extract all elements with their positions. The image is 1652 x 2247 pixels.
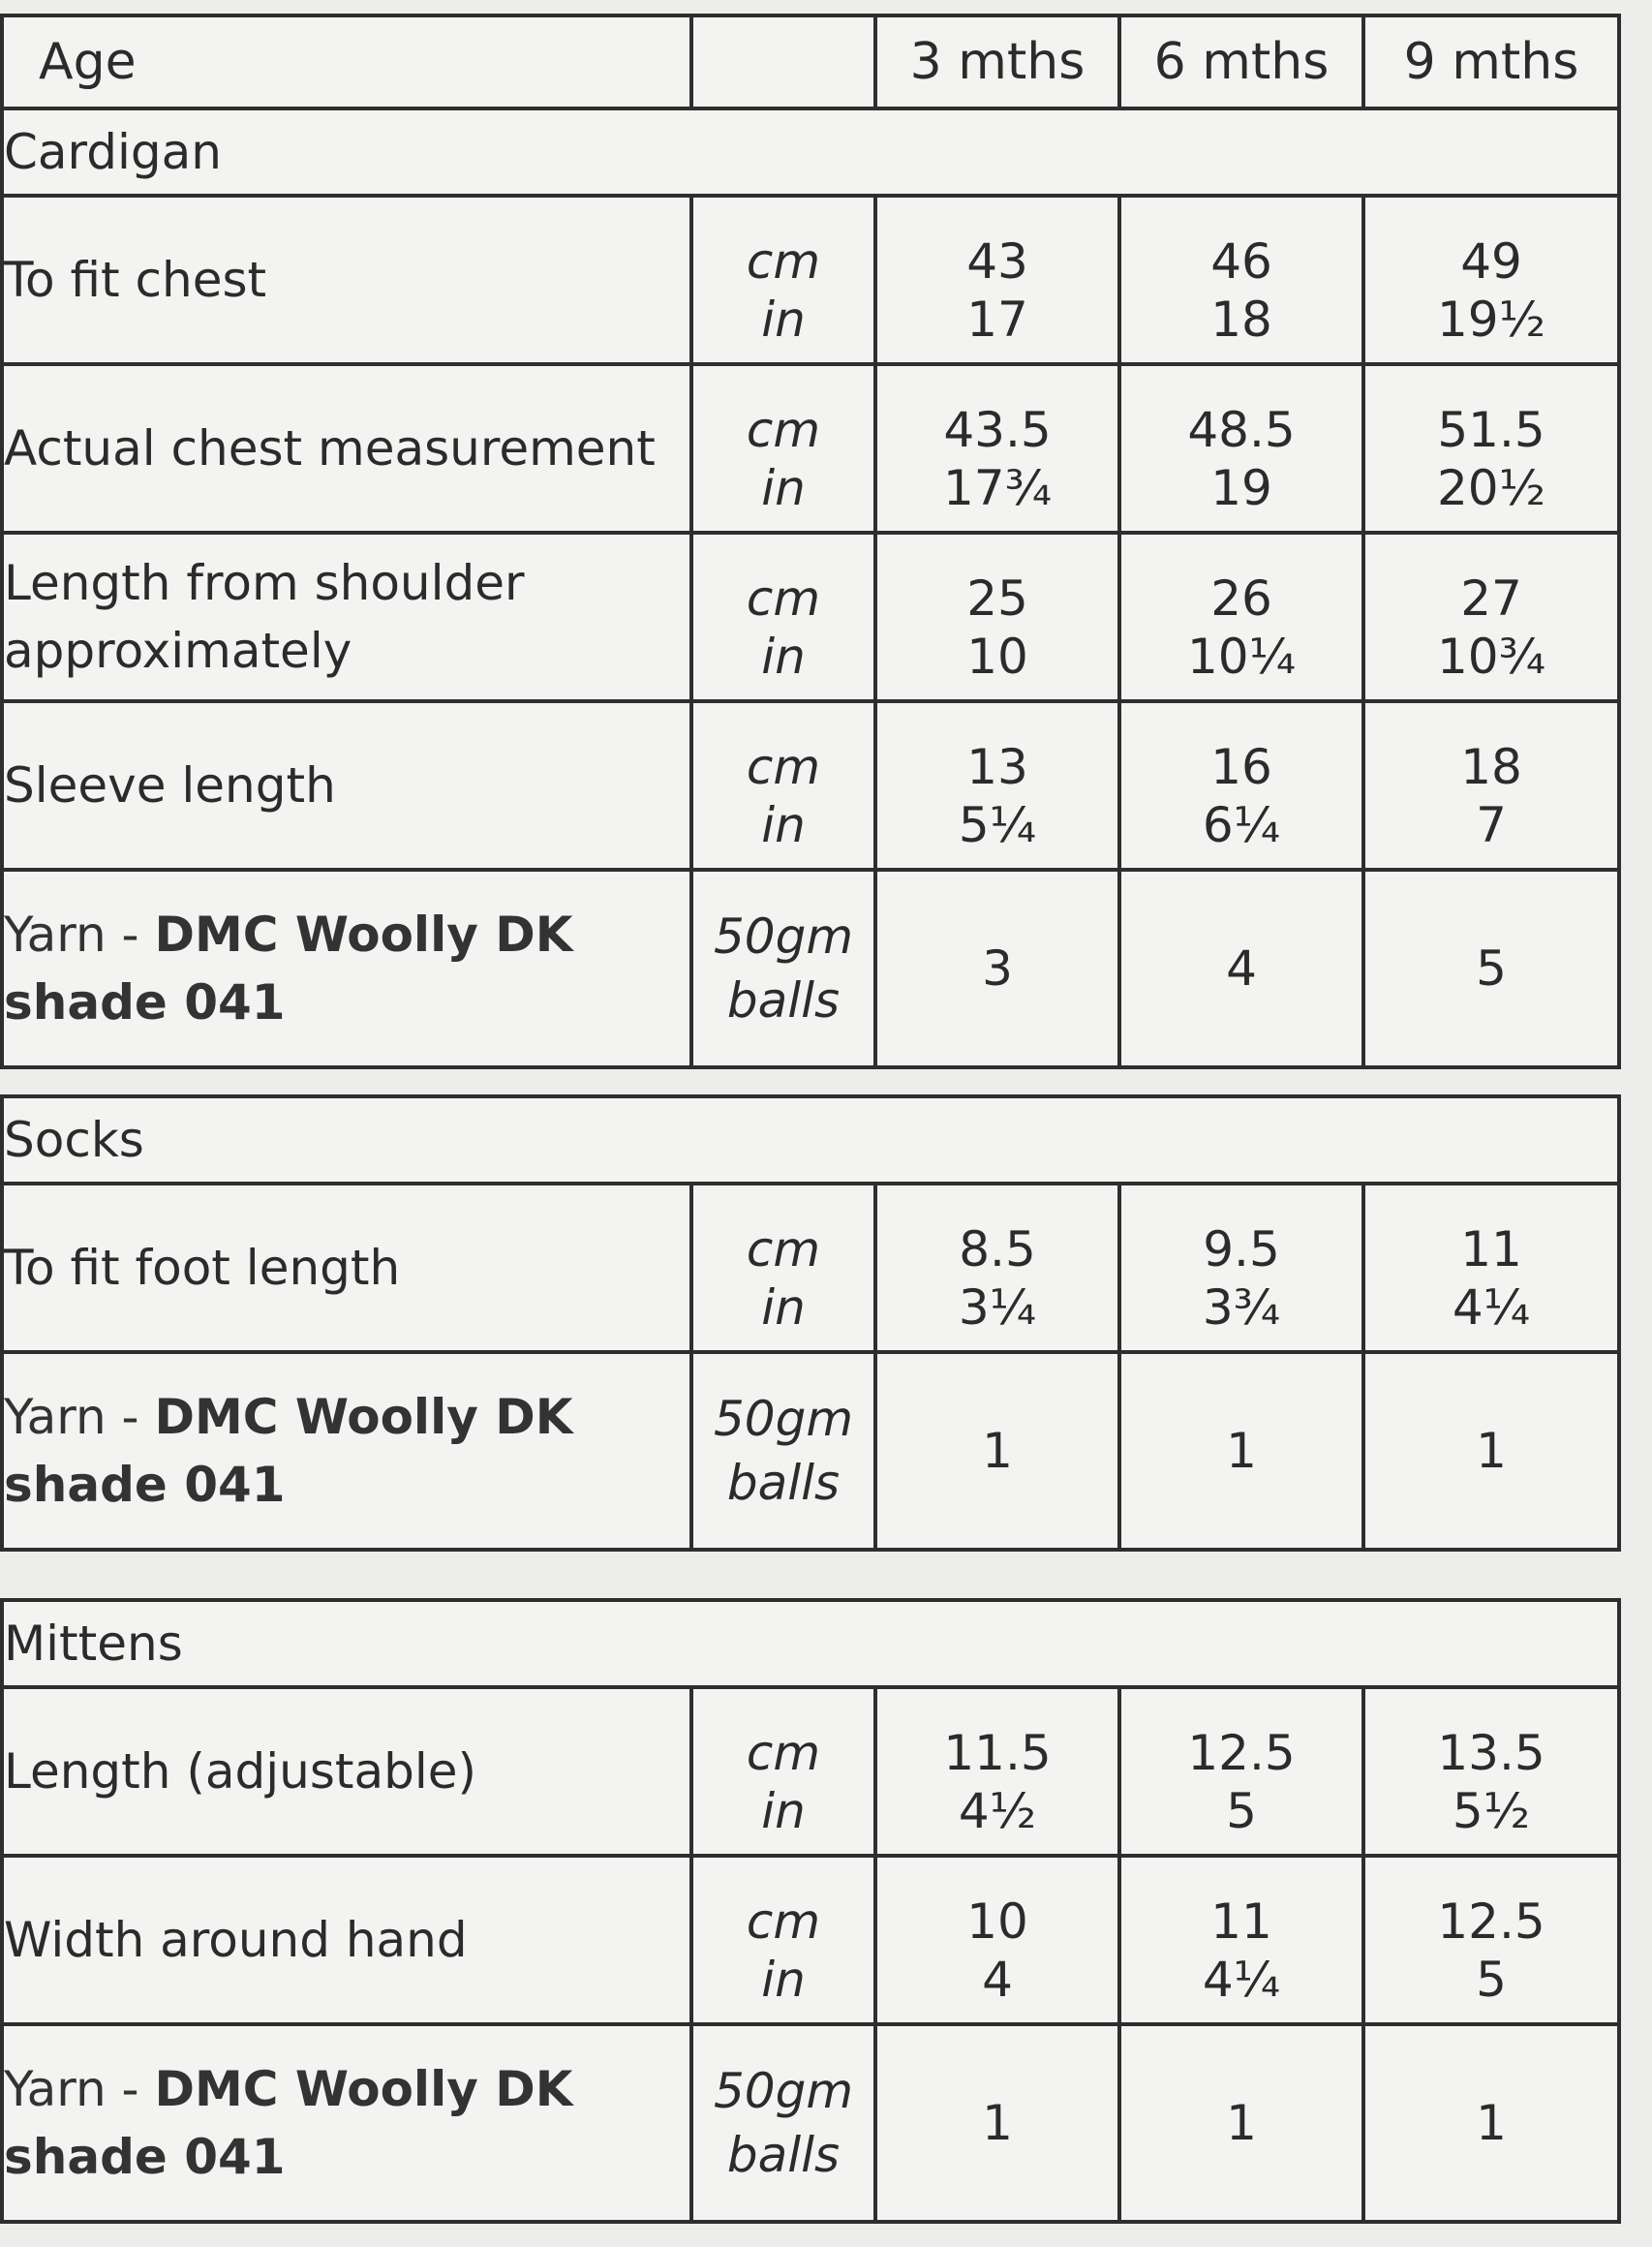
value-cm: 10 — [966, 1893, 1028, 1950]
section-title-cardigan: Cardigan — [2, 108, 1619, 196]
yarn-value: 1 — [1363, 1352, 1619, 1550]
row-label: Length from shoulder approximately — [2, 533, 691, 701]
section-row — [2, 108, 1619, 196]
age-header-row — [2, 15, 1619, 108]
yarn-label — [2, 2024, 691, 2222]
value-cell — [1119, 1687, 1363, 1856]
unit-cell — [691, 701, 875, 870]
value-in: 18 — [1210, 292, 1272, 348]
section-title-socks: Socks — [2, 1096, 1619, 1184]
value-in: 10¼ — [1186, 629, 1297, 685]
yarn-label — [2, 870, 691, 1067]
value-cell — [875, 1687, 1119, 1856]
value-cm: 27 — [1460, 570, 1522, 627]
row-label: Length (adjustable) — [2, 1687, 691, 1856]
yarn-value: 1 — [875, 1352, 1119, 1550]
size-header-9m: 9 mths — [1363, 15, 1619, 108]
yarn-value: 5 — [1363, 870, 1619, 1067]
value-in: 5¼ — [958, 797, 1037, 853]
unit-header-empty — [691, 15, 875, 108]
value-cell — [1119, 364, 1363, 533]
unit-cell — [691, 364, 875, 533]
value-in: 17¾ — [942, 460, 1053, 516]
value-in: 5½ — [1452, 1783, 1531, 1839]
yarn-shade: shade 041 — [4, 1457, 286, 1513]
value-cm: 46 — [1210, 233, 1272, 290]
value-in: 4¼ — [1202, 1952, 1281, 2008]
value-cm: 9.5 — [1203, 1221, 1280, 1277]
section-row — [2, 1600, 1619, 1687]
row-label: To fit foot length — [2, 1184, 691, 1352]
section-row — [2, 1096, 1619, 1184]
socks-table — [0, 1094, 1621, 1552]
unit-cm: cm — [746, 402, 821, 458]
table-row — [2, 1687, 1619, 1856]
unit-in: in — [761, 1952, 806, 2008]
yarn-prefix: Yarn - — [4, 2061, 155, 2117]
cardigan-table — [0, 14, 1621, 1069]
value-cm: 43 — [966, 233, 1028, 290]
yarn-unit: 50gm balls — [691, 1352, 875, 1550]
table-row — [2, 364, 1619, 533]
value-cell — [1119, 533, 1363, 701]
value-cell — [1363, 1856, 1619, 2024]
yarn-value: 1 — [1363, 2024, 1619, 2222]
value-cell — [875, 701, 1119, 870]
value-cm: 49 — [1460, 233, 1522, 290]
size-header-6m: 6 mths — [1119, 15, 1363, 108]
value-cell — [875, 1184, 1119, 1352]
value-in: 4½ — [958, 1783, 1037, 1839]
unit-in: in — [761, 797, 806, 853]
value-cm: 48.5 — [1187, 402, 1296, 458]
unit-cm: cm — [746, 739, 821, 795]
unit-cm: cm — [746, 570, 821, 627]
value-in: 4¼ — [1452, 1279, 1531, 1336]
value-cm: 16 — [1210, 739, 1272, 795]
value-in: 5 — [1226, 1783, 1257, 1839]
value-cell — [1363, 701, 1619, 870]
value-in: 20½ — [1436, 460, 1546, 516]
yarn-brand: DMC Woolly DK — [154, 907, 573, 963]
value-cell — [1363, 196, 1619, 364]
value-cm: 13 — [966, 739, 1028, 795]
yarn-row — [2, 870, 1619, 1067]
value-cm: 43.5 — [943, 402, 1052, 458]
table-row — [2, 1856, 1619, 2024]
value-in: 3¼ — [958, 1279, 1037, 1336]
value-cell — [875, 364, 1119, 533]
value-cm: 12.5 — [1187, 1725, 1296, 1781]
unit-cm: cm — [746, 1221, 821, 1277]
value-cm: 25 — [966, 570, 1028, 627]
row-label: Actual chest measurement — [2, 364, 691, 533]
value-in: 19 — [1210, 460, 1272, 516]
yarn-value: 1 — [1119, 2024, 1363, 2222]
value-cell — [1363, 1184, 1619, 1352]
yarn-value: 3 — [875, 870, 1119, 1067]
value-cm: 26 — [1210, 570, 1272, 627]
mittens-table — [0, 1598, 1621, 2224]
yarn-shade: shade 041 — [4, 2129, 286, 2185]
yarn-prefix: Yarn - — [4, 1389, 155, 1445]
unit-cell — [691, 1687, 875, 1856]
yarn-row — [2, 1352, 1619, 1550]
value-cell — [1363, 364, 1619, 533]
unit-cell — [691, 533, 875, 701]
table-row — [2, 1184, 1619, 1352]
value-cell — [875, 1856, 1119, 2024]
unit-in: in — [761, 1783, 806, 1839]
yarn-value: 4 — [1119, 870, 1363, 1067]
value-in: 10¾ — [1436, 629, 1546, 685]
value-in: 5 — [1476, 1952, 1507, 2008]
unit-in: in — [761, 629, 806, 685]
yarn-brand: DMC Woolly DK — [154, 1389, 573, 1445]
yarn-unit: 50gm balls — [691, 870, 875, 1067]
unit-cm: cm — [746, 1893, 821, 1950]
size-header-3m: 3 mths — [875, 15, 1119, 108]
table-row — [2, 701, 1619, 870]
yarn-row — [2, 2024, 1619, 2222]
table-row — [2, 533, 1619, 701]
value-cm: 11.5 — [943, 1725, 1052, 1781]
value-cell — [1363, 1687, 1619, 1856]
yarn-shade: shade 041 — [4, 974, 286, 1031]
value-cm: 11 — [1210, 1893, 1272, 1950]
age-label: Age — [2, 15, 691, 108]
value-cell — [1119, 1856, 1363, 2024]
section-title-mittens: Mittens — [2, 1600, 1619, 1687]
value-in: 17 — [966, 292, 1028, 348]
value-cell — [1119, 196, 1363, 364]
table-row — [2, 196, 1619, 364]
yarn-prefix: Yarn - — [4, 907, 155, 963]
yarn-brand: DMC Woolly DK — [154, 2061, 573, 2117]
row-label: Sleeve length — [2, 701, 691, 870]
value-cm: 13.5 — [1437, 1725, 1545, 1781]
yarn-unit: 50gm balls — [691, 2024, 875, 2222]
value-cell — [1363, 533, 1619, 701]
value-cell — [1119, 701, 1363, 870]
unit-in: in — [761, 460, 806, 516]
yarn-label — [2, 1352, 691, 1550]
value-in: 3¾ — [1202, 1279, 1281, 1336]
unit-cell — [691, 1184, 875, 1352]
value-in: 7 — [1476, 797, 1507, 853]
row-label: Width around hand — [2, 1856, 691, 2024]
value-cell — [875, 533, 1119, 701]
unit-cell — [691, 196, 875, 364]
value-cell — [875, 196, 1119, 364]
value-cm: 51.5 — [1437, 402, 1545, 458]
row-label: To fit chest — [2, 196, 691, 364]
value-in: 19½ — [1436, 292, 1546, 348]
value-in: 10 — [966, 629, 1028, 685]
value-cell — [1119, 1184, 1363, 1352]
yarn-value: 1 — [875, 2024, 1119, 2222]
value-cm: 11 — [1460, 1221, 1522, 1277]
unit-in: in — [761, 292, 806, 348]
value-cm: 12.5 — [1437, 1893, 1545, 1950]
value-cm: 8.5 — [959, 1221, 1036, 1277]
value-in: 4 — [982, 1952, 1013, 2008]
value-in: 6¼ — [1202, 797, 1281, 853]
value-cm: 18 — [1460, 739, 1522, 795]
unit-cell — [691, 1856, 875, 2024]
unit-cm: cm — [746, 233, 821, 290]
unit-cm: cm — [746, 1725, 821, 1781]
unit-in: in — [761, 1279, 806, 1336]
yarn-value: 1 — [1119, 1352, 1363, 1550]
